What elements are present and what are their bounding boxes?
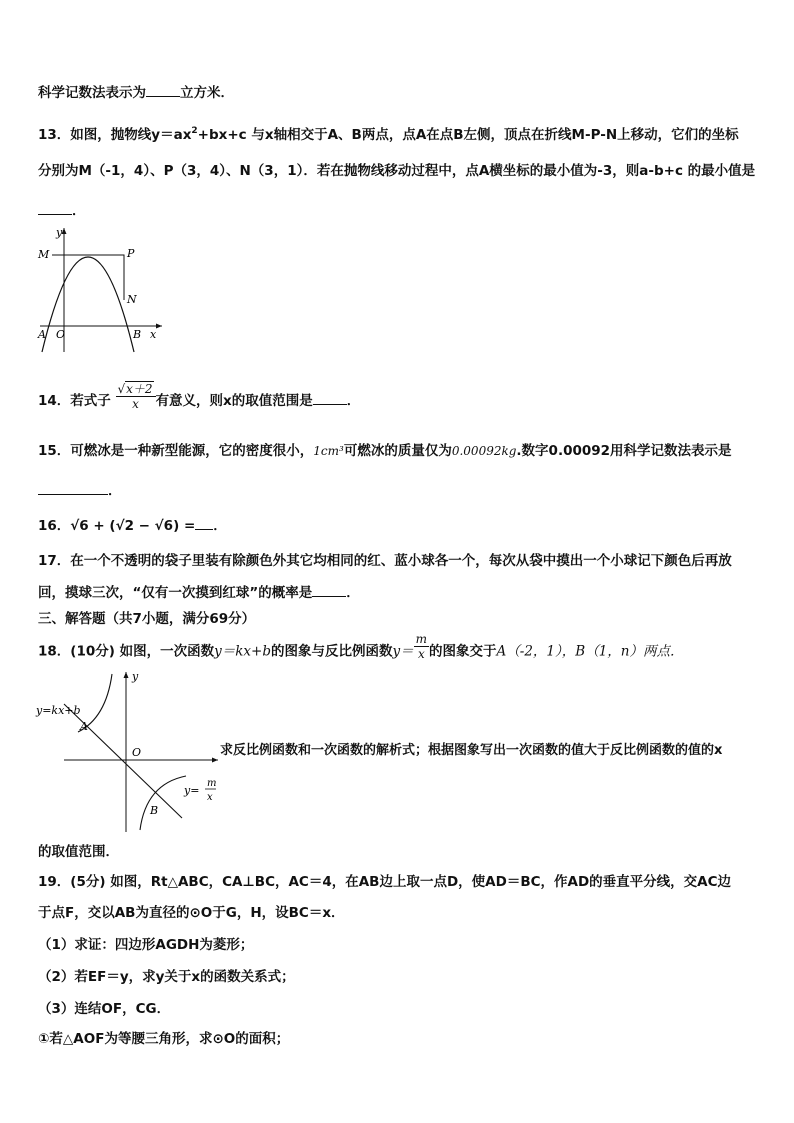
y-axis-arrow-icon xyxy=(124,672,129,678)
q15-line2: ． xyxy=(38,480,122,500)
label-a: A xyxy=(80,720,88,733)
q19-line1: 19．(5分) 如图，Rt△ABC，CA⊥BC，AC＝4，在AB边上取一点D，使AD＝BC，作AD的垂直平分线，交AC边 xyxy=(38,874,732,890)
answer-blank xyxy=(38,480,108,495)
q18-line3: 的取值范围． xyxy=(38,844,119,860)
answer-blank xyxy=(146,82,180,97)
answer-blank xyxy=(313,390,347,405)
label-n: N xyxy=(127,293,137,306)
q17-line1: 17．在一个不透明的袋子里装有除颜色外其它均相同的红、蓝小球各一个，每次从袋中摸出一个小球记下颜色后再放 xyxy=(38,553,732,569)
label-curve-eq: y= xyxy=(184,784,200,797)
q18-line2: 求反比例函数和一次函数的解析式；根据图象写出一次函数的值大于反比例函数的值的x xyxy=(220,743,723,758)
label-line-eq: y=kx+b xyxy=(36,704,81,717)
parabola-figure xyxy=(34,224,170,356)
q17-line2: 回，摸球三次，“仅有一次摸到红球”的概率是 ． xyxy=(38,582,360,602)
function-graph-figure xyxy=(34,666,220,836)
section-heading: 三、解答题（共7小题，满分69分） xyxy=(38,611,256,627)
fold-line-mpn xyxy=(52,255,124,300)
q12-line: 科学记数法表示为 立方米． xyxy=(38,82,234,102)
label-a: A xyxy=(38,328,46,341)
q18-fraction: $\frac{m}{x}$ xyxy=(415,632,428,661)
label-x: x xyxy=(150,328,157,341)
q13-line3: ． xyxy=(38,200,86,220)
q16-line: 16．√6 + (√2 − √6) = ． xyxy=(38,515,227,535)
label-m: M xyxy=(38,248,50,261)
q13-line1: 13．如图，抛物线$y=ax^2+bx+c$ 与x轴相交于A、B两点，点A在点B左侧，顶点在折线M-P-N上移动，它们的坐标 xyxy=(38,126,739,143)
label-p: P xyxy=(127,247,135,260)
label-y: y xyxy=(56,226,63,239)
answer-blank xyxy=(195,515,213,530)
label-curve-den: x xyxy=(207,792,213,803)
x-axis-arrow-icon xyxy=(156,324,162,329)
x-axis-arrow-icon xyxy=(212,758,218,763)
label-o: O xyxy=(132,746,142,759)
label-o: O xyxy=(56,328,66,341)
q14-line: 14．若式子 $\frac{√x+2}{x}$ 有意义，则x的取值范围是 ． xyxy=(38,381,361,411)
label-y: y xyxy=(132,670,139,683)
q19-part2: （2）若EF＝y，求y关于x的函数关系式； xyxy=(38,969,295,985)
q19-part1: （1）求证：四边形AGDH为菱形； xyxy=(38,937,254,953)
q14-fraction: $\frac{√x+2}{x}$ xyxy=(116,382,156,411)
q18-line1: 18．(10分) 如图，一次函数y＝kx+b的图象与反比例函数y＝ $\frac{m}{x}$ 的图象交于A（-2，1），B（1，n）两点． xyxy=(38,632,684,661)
label-b: B xyxy=(150,804,159,817)
q19-line2: 于点F，交以AB为直径的⊙O于G，H，设BC＝x． xyxy=(38,905,345,921)
q15-line1: 15．可燃冰是一种新型能源，它的密度很小，1cm³可燃冰的质量仅为0.00092kg.数字0.00092用科学记数法表示是 xyxy=(38,443,732,459)
answer-blank xyxy=(38,200,72,215)
q19-part4: ①若△AOF为等腰三角形，求⊙O的面积； xyxy=(38,1031,290,1047)
label-b: B xyxy=(133,328,142,341)
q13-line2: 分别为M（-1，4）、P（3，4）、N（3，1）．若在抛物线移动过程中，点A横坐标的最小值为-3，则a-b+c 的最小值是 xyxy=(38,163,756,179)
answer-blank xyxy=(312,582,346,597)
label-curve-num: m xyxy=(207,778,217,789)
y-axis-arrow-icon xyxy=(62,228,67,234)
q19-part3: （3）连结OF，CG． xyxy=(38,1001,171,1017)
